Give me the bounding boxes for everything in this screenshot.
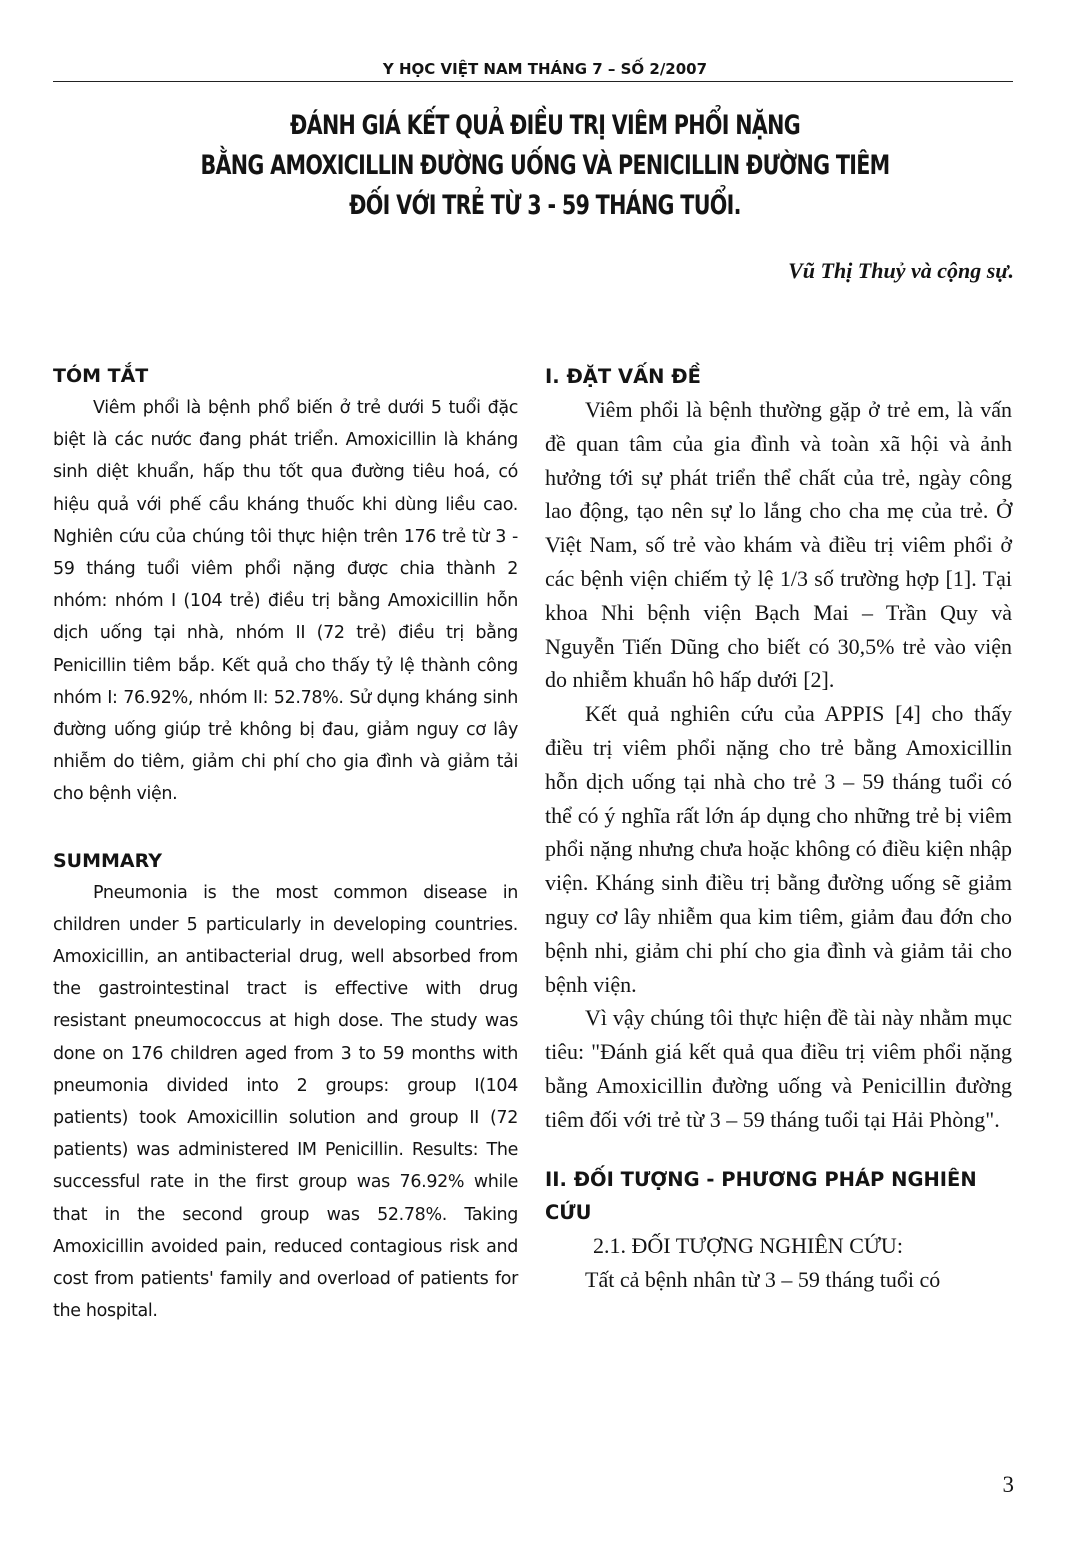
section-1-paragraph-3: Vì vậy chúng tôi thực hiện đề tài này nhằm mục tiêu: "Đánh giá kết quả qua điều trị viêm phổi nặng bằng Amoxicillin đường uống và Penicillin đường tiêm đối với trẻ từ 3 – 59 tháng tuổi tại Hải Phòng". <box>545 1005 1012 1132</box>
section-1-paragraph-2: Kết quả nghiên cứu của APPIS [4] cho thấy điều trị viêm phổi nặng cho trẻ bằng Amoxicillin hỗn dịch uống tại nhà cho trẻ 3 – 59 tháng tuổi có thể có ý nghĩa rất lớn áp dụng cho những trẻ bị viêm phổi nặng nhưng chưa hoặc không có điều kiện nhập viện. Kháng sinh điều trị bằng đường uống sẽ giảm nguy cơ lây nhiễm qua kim tiêm, giảm đau đớn cho bệnh nhi, giảm chi phí cho gia đình và giảm tải cho bệnh viện. <box>545 701 1012 997</box>
page-number: 3 <box>1002 1472 1014 1497</box>
running-header: Y HỌC VIỆT NAM THÁNG 7 – SỐ 2/2007 <box>382 60 708 78</box>
section-2-subheading: 2.1. ĐỐI TƯỢNG NGHIÊN CỨU: <box>593 1232 903 1258</box>
header-rule <box>53 81 1013 82</box>
section-2-text: Tất cả bệnh nhân từ 3 – 59 tháng tuổi có <box>585 1266 941 1292</box>
title-line-2: BẰNG AMOXICILLIN ĐƯỜNG UỐNG VÀ PENICILLIN ĐƯỜNG TIÊM <box>200 150 890 181</box>
abstract-vi-text: Viêm phổi là bệnh phổ biến ở trẻ dưới 5 tuổi đặc biệt là các nước đang phát triển. Amoxicillin là kháng sinh diệt khuẩn, hấp thu tốt qua đường tiêu hoá, có hiệu quả với phế cầu kháng thuốc khi dùng liều cao. Nghiên cứu của chúng tôi thực hiện trên 176 trẻ từ 3 - 59 tháng tuổi viêm phổi nặng được chia thành 2 nhóm: nhóm I (104 trẻ) điều trị bằng Amoxicillin hỗn dịch uống tại nhà, nhóm II (72 trẻ) điều trị bằng Penicillin tiêm bắp. Kết quả cho thấy tỷ lệ thành công nhóm I: 76.92%, nhóm II: 52.78%. Sử dụng kháng sinh đường uống giúp trẻ không bị đau, giảm nguy cơ lây nhiễm do tiêm, giảm chi phí cho gia đình và giảm tải cho bệnh viện. <box>53 398 518 805</box>
section-1-heading: I. ĐẶT VẤN ĐỀ <box>545 365 701 388</box>
abstract-vi-heading: TÓM TẮT <box>53 365 149 387</box>
authors: Vũ Thị Thuỷ và cộng sự. <box>788 258 1014 283</box>
right-column <box>545 360 1012 1296</box>
abstract-en-text: Pneumonia is the most common disease in children under 5 particularly in developing countries. Amoxicillin, an antibacterial drug, well absorbed from the gastrointestinal tract is effective with drug resistant pneumococcus at high dose. The study was done on 176 children aged from 3 to 59 months with pneumonia divided into 2 groups: group I(104 patients) took Amoxicillin solution and group II (72 patients) was administered IM Penicillin. Results: The successful rate in the first group was 76.92% while that in the second group was 52.78%. Taking Amoxicillin avoided pain, reduced contagious risk and cost from patients' family and overload of patients for the hospital. <box>53 882 518 1322</box>
article-title <box>167 106 924 226</box>
abstract-en-heading: SUMMARY <box>53 849 162 872</box>
title-line-1: ĐÁNH GIÁ KẾT QUẢ ĐIỀU TRỊ VIÊM PHỔI NẶNG <box>290 110 800 141</box>
section-2-heading: II. ĐỐI TƯỢNG - PHƯƠNG PHÁP NGHIÊN CỨU <box>545 1167 977 1224</box>
title-line-3: ĐỐI VỚI TRẺ TỪ 3 - 59 THÁNG TUỔI. <box>349 190 741 221</box>
left-column <box>53 360 518 1327</box>
section-1-paragraph-1: Viêm phổi là bệnh thường gặp ở trẻ em, là vấn đề quan tâm của gia đình và toàn xã hội và ảnh hưởng tới sự phát triển thể chất của trẻ, ngày công lao động, tạo nên sự lo lắng cho cha mẹ của trẻ. Ở Việt Nam, số trẻ vào khám và điều trị viêm phổi ở các bệnh viện chiếm tỷ lệ 1/3 số trường hợp [1]. Tại khoa Nhi bệnh viện Bạch Mai – Trần Quy và Nguyễn Tiến Dũng cho biết có 30,5% trẻ vào viện do nhiễm khuẩn hô hấp dưới [2]. <box>545 397 1012 693</box>
